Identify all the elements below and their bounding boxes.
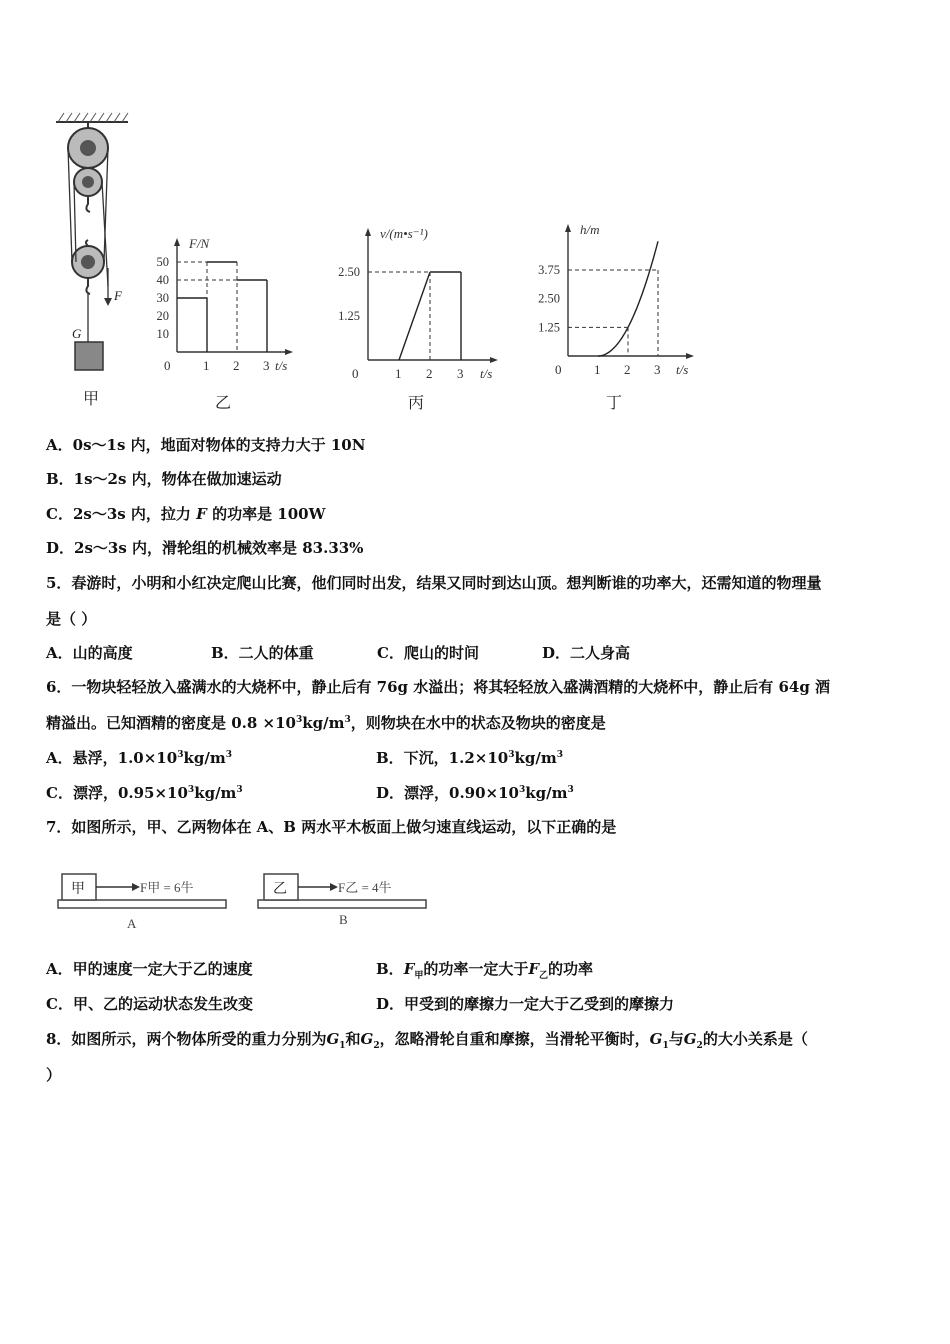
q6-option-a-exp: 3 — [177, 750, 184, 760]
q6-stem-line2 — [46, 712, 606, 733]
q6-option-a-text: A．悬浮，1.0×10 — [46, 749, 178, 767]
yi-y-arrow — [174, 238, 180, 246]
q4-option-b[interactable]: B．1s～2s 内，物体在做加速运动 — [46, 470, 282, 488]
chart-height-time — [538, 222, 694, 412]
yi-ylabel: F/N — [189, 236, 210, 251]
weight-label-G: G — [72, 326, 82, 341]
q6-stem2-pre: 精溢出。已知酒精的密度是 0.8 ×10 — [46, 714, 296, 732]
physics-figure — [0, 0, 950, 420]
yi-x-arrow — [285, 349, 293, 355]
q6-option-c-unit: kg/m — [194, 784, 237, 802]
bing-ytick-1.25: 1.25 — [338, 309, 360, 323]
weight-block — [75, 342, 103, 370]
q6-option-a-exp2: 3 — [225, 750, 232, 760]
q8-stem-pre: 8．如图所示，两个物体所受的重力分别为 — [46, 1030, 327, 1048]
chart-force-time — [157, 236, 294, 412]
q8-stem-mid: ，忽略滑轮自重和摩擦，当滑轮平衡时， — [379, 1030, 650, 1048]
q8-g1b-sub: 1 — [662, 1041, 669, 1051]
q7-option-b-post: 的功率 — [548, 960, 594, 978]
yi-ytick-10: 10 — [156, 327, 169, 341]
ding-xtick-0: 0 — [555, 362, 562, 377]
q7-option-b-pre: B． — [376, 960, 404, 978]
q6-option-d-exp2: 3 — [567, 785, 574, 795]
q5-option-d[interactable]: D．二人身高 — [542, 644, 631, 662]
ding-y-arrow — [565, 224, 571, 232]
q7-option-b[interactable] — [376, 958, 593, 979]
board-a — [58, 900, 226, 908]
q8-stem-line2: ） — [46, 1066, 62, 1084]
q4-option-d[interactable]: D．2s～3s 内，滑轮组的机械效率是 83.33% — [46, 539, 364, 557]
yi-xtick-1: 1 — [203, 358, 210, 373]
bing-caption: 丙 — [408, 395, 425, 412]
board-a-label: A — [127, 916, 137, 931]
bing-y-arrow — [365, 228, 371, 236]
bing-xlabel: t/s — [480, 366, 493, 381]
bing-xtick-1: 1 — [395, 366, 402, 381]
q8-g1-sub: 1 — [339, 1041, 346, 1051]
q6-option-a-unit: kg/m — [183, 749, 226, 767]
block-yi-label: 乙 — [273, 882, 287, 897]
yi-ytick-30: 30 — [156, 291, 169, 305]
bing-ramp — [399, 272, 430, 360]
q6-stem-line1: 6．一物块轻轻放入盛满水的大烧杯中，静止后有 76g 水溢出；将其轻轻放入盛满酒精的大烧杯中，静止后有 64g 酒 — [46, 678, 831, 696]
q4-option-a[interactable]: A．0s～1s 内，地面对物体的支持力大于 10N — [46, 436, 366, 454]
yi-xlabel: t/s — [275, 358, 288, 373]
q7-option-c[interactable]: C．甲、乙的运动状态发生改变 — [46, 995, 253, 1013]
q7-option-a[interactable]: A．甲的速度一定大于乙的速度 — [46, 960, 253, 978]
ding-ylabel: h/m — [580, 222, 600, 237]
block-jia-label: 甲 — [71, 882, 85, 897]
yi-xtick-2: 2 — [233, 358, 240, 373]
yi-ytick-50: 50 — [156, 255, 169, 269]
q5-stem-line1: 5．春游时，小明和小红决定爬山比赛，他们同时出发，结果又同时到达山顶。想判断谁的功率大，还需知道的物理量 — [46, 574, 822, 592]
yi-xtick-3: 3 — [263, 358, 270, 373]
ding-caption: 丁 — [606, 395, 623, 412]
yi-ytick-40: 40 — [156, 273, 169, 287]
bing-ytick-2.50: 2.50 — [338, 265, 360, 279]
q6-option-b-unit: kg/m — [514, 749, 557, 767]
ding-xtick-1: 1 — [594, 362, 601, 377]
q4-option-c-pre: C．2s～3s 内，拉力 — [46, 505, 191, 523]
q6-option-b-exp2: 3 — [556, 750, 563, 760]
q6-stem2-exp: 3 — [295, 715, 303, 725]
ding-x-arrow — [686, 353, 694, 359]
bing-ylabel: v/(m•s⁻¹) — [380, 226, 428, 241]
q8-g2b-sub: 2 — [696, 1041, 703, 1051]
ding-ytick-3.75: 3.75 — [538, 263, 560, 277]
ding-curve — [598, 241, 658, 356]
q6-option-c-exp: 3 — [187, 785, 195, 795]
bing-xtick-2: 2 — [426, 366, 433, 381]
ding-xtick-2: 2 — [624, 362, 631, 377]
q8-g2: G — [360, 1030, 374, 1048]
q7-figure — [40, 862, 460, 938]
q5-option-a[interactable]: A．山的高度 — [46, 644, 133, 662]
ding-ytick-2.50: 2.50 — [538, 291, 560, 306]
q6-option-d[interactable] — [376, 782, 574, 803]
board-b-label: B — [339, 912, 348, 927]
q6-stem2-post: ，则物块在水中的状态及物块的密度是 — [350, 714, 606, 732]
bing-xtick-0: 0 — [352, 366, 359, 381]
q7-option-d[interactable]: D．甲受到的摩擦力一定大于乙受到的摩擦力 — [376, 995, 675, 1013]
q8-g1: G — [326, 1030, 340, 1048]
bing-xtick-3: 3 — [457, 366, 464, 381]
q4-option-c-post: 的功率是 100W — [212, 505, 326, 523]
q7-option-b-var2: F — [528, 960, 540, 978]
force-label-F: F — [114, 288, 122, 303]
caption-jia: 甲 — [83, 391, 100, 408]
q7-option-b-var1: F — [403, 960, 415, 978]
pulley-system — [56, 113, 128, 408]
q5-option-c[interactable]: C．爬山的时间 — [377, 644, 479, 662]
q8-stem-line1 — [46, 1028, 808, 1049]
q6-option-c[interactable] — [46, 782, 243, 803]
yi-xtick-0: 0 — [164, 358, 171, 373]
q6-option-a[interactable] — [46, 747, 232, 768]
q5-stem-line2: 是（ ） — [46, 610, 97, 628]
q6-option-b-exp: 3 — [508, 750, 515, 760]
q8-and: 和 — [345, 1030, 361, 1048]
q8-g1b: G — [649, 1030, 663, 1048]
q8-g2-sub: 2 — [373, 1041, 380, 1051]
force-a-label: F甲 = 6牛 — [140, 880, 194, 895]
q6-option-d-unit: kg/m — [525, 784, 568, 802]
q6-stem2-exp2: 3 — [344, 715, 351, 725]
ding-xtick-3: 3 — [654, 362, 661, 377]
board-b — [258, 900, 426, 908]
bing-x-arrow — [490, 357, 498, 363]
q6-option-c-text: C．漂浮，0.95×10 — [46, 784, 188, 802]
q5-option-b[interactable]: B．二人的体重 — [211, 644, 314, 662]
q6-option-d-text: D．漂浮，0.90×10 — [376, 784, 519, 802]
chart-velocity-time — [338, 226, 498, 412]
q8-stem-post: 的大小关系是（ — [702, 1030, 808, 1048]
q7-option-b-mid: 的功率一定大于 — [423, 960, 529, 978]
q7-option-b-sub2: 乙 — [539, 971, 549, 981]
ding-ytick-1.25: 1.25 — [538, 320, 560, 335]
q4-option-c[interactable] — [46, 503, 325, 524]
q7-option-b-sub1: 甲 — [414, 971, 424, 981]
q7-stem: 7．如图所示，甲、乙两物体在 A、B 两水平木板面上做匀速直线运动，以下正确的是 — [46, 818, 617, 836]
yi-ytick-20: 20 — [156, 309, 169, 323]
q6-option-b-text: B．下沉，1.2×10 — [376, 749, 509, 767]
q6-stem2-mid: kg/m — [302, 714, 345, 732]
force-b-label: F乙 = 4牛 — [338, 880, 392, 895]
q8-yu: 与 — [668, 1030, 684, 1048]
q6-option-d-exp: 3 — [518, 785, 526, 795]
q6-option-b[interactable] — [376, 747, 563, 768]
q8-g2b: G — [683, 1030, 697, 1048]
ding-xlabel: t/s — [676, 362, 689, 377]
q6-option-c-exp2: 3 — [236, 785, 243, 795]
yi-caption: 乙 — [215, 395, 232, 412]
q4-option-c-var: F — [196, 505, 207, 523]
